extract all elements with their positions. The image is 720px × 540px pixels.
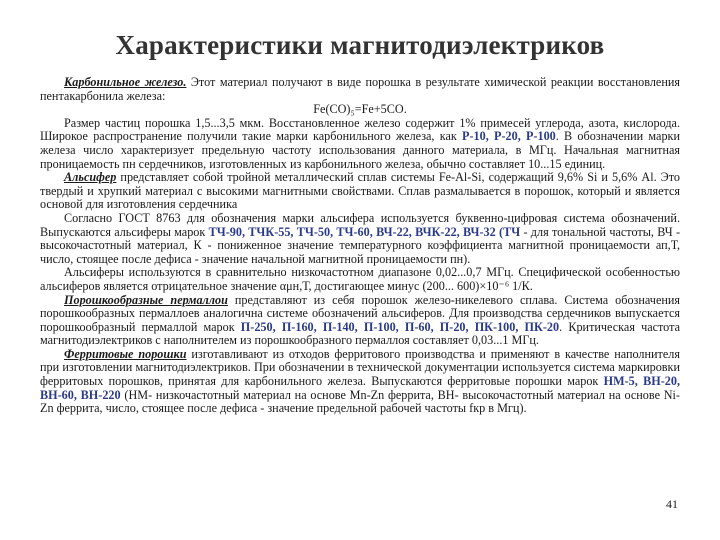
grades-ferrite: НМ-5, ВН-20, ВН-60, ВН-220 bbox=[40, 374, 681, 402]
term-alsifer: Альсифер bbox=[64, 170, 117, 185]
paragraph-text: Альсиферы используются в сравнительно низкочастотном диапазоне 0,02...0,7 МГц. Специфической особенностью альсиферов является отрицательное значение αμн,Т, достигающее минус (200... 600)×10⁻⁶ 1/К. bbox=[40, 265, 680, 293]
grades-carbonyl: Р-10, Р-20, Р-100 bbox=[462, 129, 556, 144]
slide-body bbox=[40, 76, 680, 416]
term-ferrite: Ферритовые порошки bbox=[64, 346, 187, 361]
paragraph-alsifer-usage bbox=[40, 266, 680, 293]
paragraph-text: изготавливают из отходов ферритового производства и применяют в качестве наполнителя при изготовлении магнитодиэлектриков. При обозначении в технической документации используется система маркировки ферритовых порошков, принятая для карбонильного железа. Выпускаются ферритовые порошки марок bbox=[40, 346, 680, 389]
paragraph-carbonyl-iron bbox=[40, 76, 680, 103]
paragraph-ferrite bbox=[40, 348, 680, 416]
term-carbonyl-iron: Карбонильное железо. bbox=[64, 75, 187, 89]
paragraph-text: Этот материал получают в виде порошка в результате химической реакции восстановления пентакарбонила железа: bbox=[40, 75, 680, 103]
page-number: 41 bbox=[666, 497, 678, 511]
paragraph-text: Согласно ГОСТ 8763 для обозначения марки альсифера используется буквенно-цифровая система обозначений. Выпускаются альсиферы марок bbox=[40, 210, 680, 239]
grades-alsifer: ТЧ-90, ТЧК-55, ТЧ-50, ТЧ-60, ВЧ-22, ВЧК-22, ВЧ-32 (ТЧ bbox=[208, 224, 521, 239]
paragraph-text: - для тональной частоты, ВЧ - высокочастотный материал, К - пониженное значение температурного коэффициента магнитной проницаемости ап,Т, число, стоящее после дефиса - значение начальной магнитной проницаемости пн). bbox=[40, 224, 681, 266]
paragraph-text: представляют из себя порошок железо-никелевого сплава. Система обозначения порошкообразных пермаллоев аналогична системе обозначений альсиферов. Для производства сердечников выпускается порошкообразный пермаллой марок bbox=[40, 292, 681, 334]
paragraph-text: . В обозначении марки железа число характеризует предельную частоту использования данного материала, в МГц. Начальная магнитная проницаемость пн сердечников, изготовленных из карбонильного железа, обычно составляет 10...15 единиц. bbox=[40, 129, 680, 171]
paragraph-text: представляет собой тройной металлический сплав системы Fe-Al-Si, содержащий 9,6% Si и 5,6% Al. Это твердый и хрупкий материал с высокими магнитными свойствами. Сплав размалывается в порошок, который и является основой для изготовления сердечника bbox=[40, 170, 680, 212]
paragraph-text: Размер частиц порошка 1,5...3,5 мкм. Восстановленное железо содержит 1% примесей углерода, азота, кислорода. Широкое распространение получили такие марки карбонильного железа, как bbox=[40, 115, 680, 144]
paragraph-gost bbox=[40, 212, 680, 266]
term-permalloy: Порошкообразные пермаллои bbox=[64, 292, 228, 307]
paragraph-text: . Критическая частота магнитодиэлектриков с наполнителем из порошкообразного пермаллоя составляет 0,03...1 МГц. bbox=[40, 319, 680, 348]
grades-permalloy: П-250, П-160, П-140, П-100, П-60, П-20, ПК-100, ПК-20 bbox=[240, 319, 560, 334]
slide-title: Характеристики магнитодиэлектриков bbox=[115, 30, 605, 60]
paragraph-alsifer bbox=[40, 171, 680, 212]
formula: Fe(CO)₅=Fe+5CO. bbox=[313, 102, 407, 117]
paragraph-particle-size bbox=[40, 117, 680, 171]
paragraph-permalloy bbox=[40, 294, 680, 348]
paragraph-text: (НМ- низкочастотный материал на основе Mn-Zn феррита, ВН- высокочастотный материал на основе Ni-Zn феррита, число, стоящее после дефиса - значение предельной рабочей частоты fкр в Мгц). bbox=[40, 387, 680, 416]
